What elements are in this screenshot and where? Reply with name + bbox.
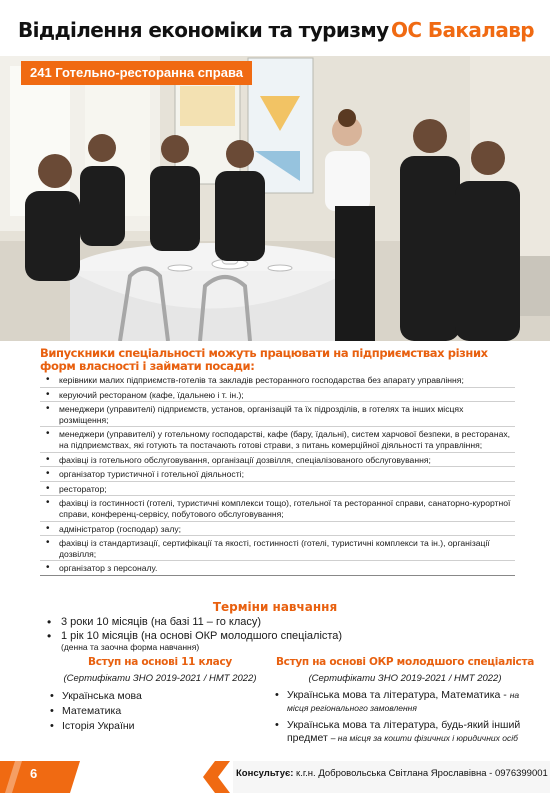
subject-note: – на місця за кошти фізичних і юридичних осіб xyxy=(330,733,518,743)
list-item: • фахівці із готельного обслуговування, організації дозвілля, спеціалізованого обслуговування; xyxy=(40,455,515,468)
terms-note: (денна та заочна форма навчання) xyxy=(61,642,200,652)
page-number: 6 xyxy=(30,766,38,781)
consultant-info xyxy=(236,768,548,779)
list-item xyxy=(275,689,535,715)
admission-11-subtitle: (Сертифікати ЗНО 2019-2021 / НМТ 2022) xyxy=(63,673,257,684)
program-banner: 241 Готельно-ресторанна справа xyxy=(21,61,252,85)
students-photo xyxy=(0,56,550,341)
list-item: • фахівці із стандартизації, сертифікації та якості, гостинності (готелі, туристичні комплекси та ін.), організації дозвілля; xyxy=(40,538,515,561)
list-item: • 1 рік 10 місяців (на основі ОКР молодшого спеціаліста) xyxy=(45,629,445,643)
degree-label: ОС Бакалавр xyxy=(391,18,534,42)
list-item: • Математика xyxy=(50,704,270,719)
list-item: • фахівці із гостинності (готелі, туристичні комплекси тощо), готельної та ресторанної справи, санаторно-курортної справи, конференц-сервісу, побутового обслуговування; xyxy=(40,498,515,521)
admission-okr-title: Вступ на основі ОКР молодшого спеціаліста xyxy=(275,656,535,668)
admission-11-column xyxy=(50,656,270,734)
careers-title: Випускники спеціальності можуть працювати на підприємствах різних форм власності і займати посади: xyxy=(40,346,488,373)
consult-text: к.г.н. Добровольська Світлана Ярославівна - 0976399001 xyxy=(296,768,548,779)
subject-text: Українська мова та література, Математика - xyxy=(287,689,507,701)
list-item: • ресторатор; xyxy=(40,484,515,497)
careers-list xyxy=(40,375,515,578)
admission-okr-subtitle: (Сертифікати ЗНО 2019-2021 / НМТ 2022) xyxy=(308,673,502,684)
consult-label: Консультує: xyxy=(236,768,294,779)
page-header xyxy=(0,0,550,46)
list-item xyxy=(275,719,535,745)
list-item: • організатор туристичної і готельної діяльності; xyxy=(40,469,515,482)
list-item: • адміністратор (господар) залу; xyxy=(40,524,515,537)
subject-text: Українська мова та література, будь-який інший предмет xyxy=(287,719,521,744)
list-item: • керуючий рестораном (кафе, їдальнею і т. ін.); xyxy=(40,390,515,403)
list-item: • менеджери (управителі) у готельному господарстві, кафе (бару, їдальні), систем харчової безпеки, в ресторанах, на підприємствах, які готують та постачають готові страви, з питань комерційної діяльності та управління; xyxy=(40,429,515,452)
list-item: • керівники малих підприємств-готелів та закладів ресторанного господарства без апарату управління; xyxy=(40,375,515,388)
department-title: Відділення економіки та туризму xyxy=(18,18,389,42)
list-item: • 3 роки 10 місяців (на базі 11 – го класу) xyxy=(45,615,445,629)
admission-okr-list xyxy=(275,689,535,745)
page-footer xyxy=(0,755,550,800)
list-item: • Українська мова xyxy=(50,689,270,704)
terms-title: Терміни навчання xyxy=(212,600,338,614)
admission-okr-column xyxy=(275,656,535,749)
admission-11-list xyxy=(50,689,270,734)
list-item: • менеджери (управителі) підприємств, установ, організацій та їх підрозділів, в готелях та інших місцях розміщення; xyxy=(40,404,515,427)
admission-11-title: Вступ на основі 11 класу xyxy=(88,656,232,668)
list-item: • організатор з персоналу. xyxy=(40,563,515,576)
subject-note: на місця регіонального замовлення xyxy=(287,690,520,713)
list-item: • Історія України xyxy=(50,719,270,734)
terms-list xyxy=(45,615,445,643)
